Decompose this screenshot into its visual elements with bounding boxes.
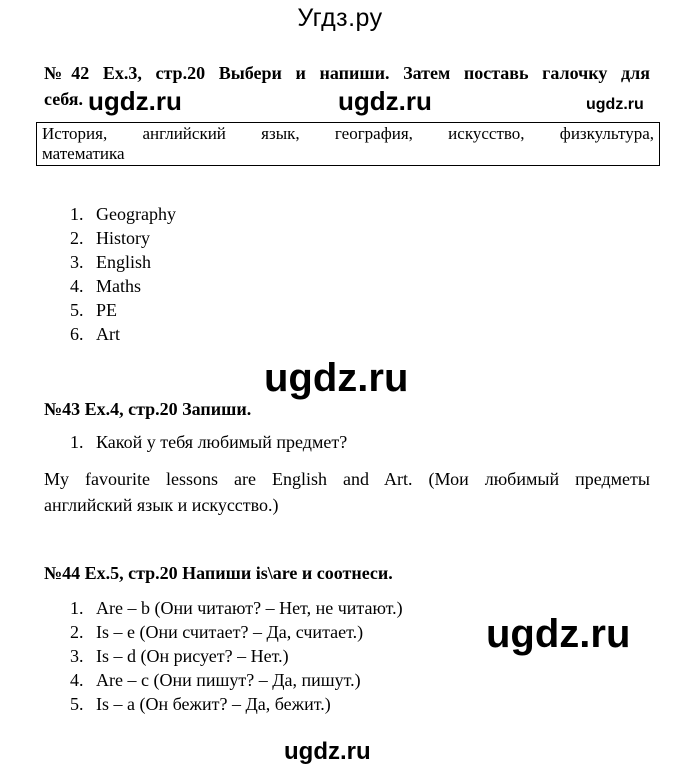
list-item-number: 2. [70,228,84,248]
watermark-logo: ugdz.ru [338,86,432,116]
ex43-title: №43 Ex.4, стр.20 Запиши. [44,399,252,419]
list-item-text: English [96,252,152,272]
watermark-logo: ugdz.ru [586,96,644,113]
subject-word-box [36,122,660,166]
list-item-number: 4. [70,670,84,690]
box-line: История, английский язык, география, искусство, физкультура, [42,124,654,143]
list-item-number: 5. [70,300,84,320]
list-item-text: History [96,228,150,248]
watermark-logo: ugdz.ru [284,738,371,765]
list-item [70,322,120,346]
list-item [70,226,150,250]
list-item [70,596,403,620]
list-item-text: Is – a (Он бежит? – Да, бежит.) [96,694,331,714]
list-item-number: 1. [70,598,84,618]
answer-line: My favourite lessons are English and Art. (Мои любимый предметы [44,469,650,489]
list-item [70,620,363,644]
list-item-text: Are – c (Они пишут? – Да, пишут.) [96,670,361,690]
list-item [70,250,151,274]
ex43-answer [44,466,650,518]
ex42-title-line2: себя. [44,89,83,109]
list-item-text: Какой у тебя любимый предмет? [96,432,348,452]
watermark-logo: ugdz.ru [486,612,631,656]
list-item-text: Geography [96,204,176,224]
list-item [70,274,141,298]
list-item-number: 3. [70,646,84,666]
list-item [70,430,347,454]
list-item-text: PE [96,300,118,320]
list-item-number: 1. [70,204,84,224]
list-item-text: Is – e (Они считает? – Да, считает.) [96,622,364,642]
box-line: математика [42,144,125,163]
list-item [70,202,176,226]
list-item-text: Are – b (Они читают? – Нет, не читают.) [96,598,403,618]
site-header-title: Угдз.ру [297,4,383,32]
list-item-text: Art [96,324,120,344]
list-item [70,298,117,322]
list-item [70,692,331,716]
ex44-title: №44 Ex.5, стр.20 Напиши is\are и соотнеси. [44,563,393,583]
answer-line: английский язык и искусство.) [44,495,279,515]
list-item-number: 1. [70,432,84,452]
list-item [70,644,289,668]
list-item-number: 6. [70,324,84,344]
ex42-title-line1: №42 Ex.3, стр.20 Выбери и напиши. Затем поставь галочку для [44,63,650,83]
list-item-number: 3. [70,252,84,272]
list-item [70,668,361,692]
list-item-number: 4. [70,276,84,296]
list-item-text: Maths [96,276,141,296]
list-item-number: 5. [70,694,84,714]
watermark-logo: ugdz.ru [264,356,409,400]
watermark-logo: ugdz.ru [88,86,182,116]
list-item-number: 2. [70,622,84,642]
list-item-text: Is – d (Он рисует? – Нет.) [96,646,289,666]
